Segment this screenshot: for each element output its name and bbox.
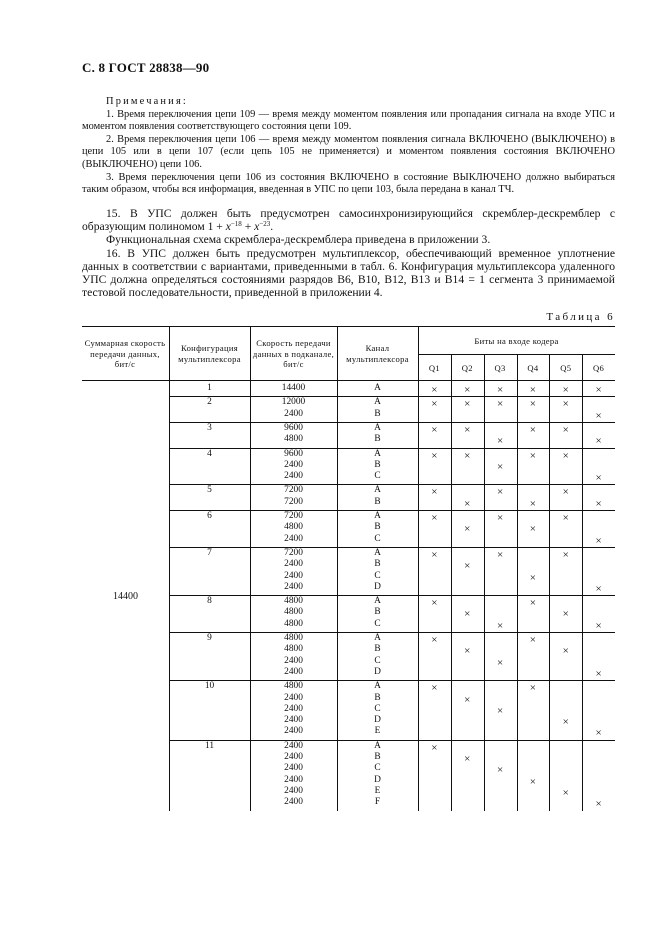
bit-mark: × [562, 486, 569, 499]
header-bits: Биты на входе кодера [474, 335, 559, 346]
total-speed-value: 14400 [113, 591, 138, 602]
sub-speed-value: 2400 [284, 703, 303, 714]
polynomial-end: . [270, 220, 274, 234]
sub-speed-value: 4800 [284, 644, 303, 655]
table-header-rule [82, 380, 615, 381]
channel-letter: C [374, 703, 381, 714]
polynomial-var-2: x [254, 220, 260, 234]
bit-mark: × [595, 582, 602, 595]
bit-mark: × [496, 619, 504, 632]
bit-mark: × [464, 449, 471, 462]
config-number: 3 [207, 422, 212, 433]
header-sub-speed: Скорость передачи данных в подканале, бит/с [252, 338, 335, 370]
bit-mark: × [431, 486, 438, 499]
channel-letter: A [374, 740, 381, 751]
sub-speed-value: 2400 [284, 408, 303, 419]
channel-letter: B [374, 408, 381, 419]
channel-letter: A [374, 422, 381, 433]
bit-mark: × [496, 384, 504, 396]
sub-speed-value: 4800 [284, 681, 303, 692]
sub-speed-value: 2400 [284, 559, 303, 570]
channel-letter: F [374, 797, 381, 808]
group-rule [169, 680, 615, 681]
table-caption: Таблица 6 [546, 311, 615, 323]
bit-mark: × [496, 704, 504, 717]
sub-speed-value: 4800 [284, 596, 303, 607]
bit-mark: × [529, 423, 537, 436]
config-number: 11 [204, 740, 215, 751]
sub-speed-value: 2400 [284, 715, 303, 726]
note-1: 1. Время переключения цепи 109 — время между моментом появления или пропадания сигнала на входе УПС и моментом появления соответствующего состояния цепи 109. [82, 108, 615, 133]
sub-speed-value: 2400 [284, 726, 303, 737]
channel-letter: D [374, 774, 381, 785]
bit-mark: × [562, 398, 569, 411]
polynomial-plus: + [241, 220, 255, 234]
bit-mark: × [464, 560, 471, 573]
bit-mark: × [595, 534, 602, 547]
bit-mark: × [595, 472, 602, 485]
bit-mark: × [464, 384, 471, 396]
bit-mark: × [595, 619, 602, 632]
bit-mark: × [464, 497, 471, 510]
col-rule [418, 326, 419, 811]
sub-speed-value: 4800 [284, 522, 303, 533]
bit-mark: × [529, 597, 537, 610]
channel-letter: E [374, 785, 381, 796]
channel-letter: D [374, 715, 381, 726]
bit-mark: × [431, 548, 438, 561]
q-col-rule [549, 354, 550, 811]
paragraph-15-scheme: Функциональная схема скремблера-дескремблера приведена в приложении 3. [106, 233, 491, 247]
note-3: 3. Время переключения цепи 106 из состояния ВКЛЮЧЕНО в состояние ВЫКЛЮЧЕНО должно выбираться таким образом, чтобы вся информация, введенная в УПС по цепи 103, была передана в канал ТЧ. [82, 171, 615, 196]
group-rule [169, 396, 615, 397]
sub-speed-value: 2400 [284, 655, 303, 666]
sub-speed-value: 7200 [284, 511, 303, 521]
header-q5: Q5 [560, 362, 572, 373]
sub-speed-value: 2400 [284, 785, 303, 796]
channel-letter: B [374, 459, 381, 470]
bit-mark: × [529, 682, 537, 695]
group-rule [169, 510, 615, 511]
bit-mark: × [464, 398, 471, 411]
bit-mark: × [431, 449, 438, 462]
channel-letter: A [374, 397, 381, 408]
bit-mark: × [562, 423, 569, 436]
sub-speed-value: 4800 [284, 607, 303, 618]
sub-speed-value: 7200 [284, 547, 303, 558]
config-number: 1 [207, 383, 212, 393]
sub-speed-value: 4800 [284, 633, 303, 643]
sub-speed-value: 9600 [284, 448, 303, 459]
channel-letter: B [374, 559, 381, 570]
config-number: 2 [207, 397, 212, 408]
config-number: 10 [204, 681, 215, 692]
channel-letter: C [374, 618, 381, 629]
bit-mark: × [496, 435, 504, 448]
notes-section [82, 96, 615, 197]
note-2: 2. Время переключения цепи 106 — время между моментом появления сигнала ВКЛЮЧЕНО (ВЫКЛЮЧЕНО) в цепи 105 или в цепи 107 (если цепь 105 не применяется) и моментом появления состояния ВКЛЮЧЕНО (ВЫКЛЮЧЕНО) цепи 106. [82, 133, 615, 170]
channel-letter: B [374, 522, 381, 533]
bit-mark: × [431, 741, 438, 754]
bit-mark: × [562, 786, 569, 799]
channel-letter: C [374, 533, 381, 544]
sub-speed-value: 2400 [284, 752, 303, 762]
sub-speed-value: 2400 [284, 570, 303, 581]
sub-speed-value: 2400 [284, 471, 303, 482]
table-top-rule [82, 326, 615, 327]
channel-letter: A [374, 596, 381, 607]
q-col-rule [484, 354, 485, 811]
polynomial-exp-1: −18 [230, 220, 242, 229]
config-number: 5 [207, 485, 212, 496]
bit-mark: × [562, 645, 569, 658]
channel-letter: A [374, 448, 381, 459]
channel-letter: D [374, 666, 381, 677]
group-rule [169, 422, 615, 423]
bit-mark: × [595, 409, 602, 422]
group-rule [169, 484, 615, 485]
group-rule [169, 448, 615, 449]
bit-mark: × [595, 435, 602, 448]
channel-letter: D [374, 581, 381, 592]
q-col-rule [451, 354, 452, 811]
body-text [82, 207, 615, 299]
channel-letter: C [374, 570, 381, 581]
channel-letter: B [374, 692, 381, 703]
bit-mark: × [595, 798, 602, 811]
config-number: 9 [207, 633, 212, 643]
bit-mark: × [431, 384, 438, 396]
sub-speed-value: 14400 [281, 383, 306, 393]
channel-letter: A [374, 511, 381, 521]
bit-mark: × [529, 384, 537, 396]
group-rule [169, 547, 615, 548]
header-q4: Q4 [527, 362, 539, 373]
channel-letter: B [374, 607, 381, 618]
sub-speed-value: 9600 [284, 422, 303, 433]
bit-mark: × [562, 608, 569, 621]
sub-speed-value: 4800 [284, 434, 303, 445]
bit-mark: × [529, 398, 537, 411]
config-number: 6 [207, 511, 212, 521]
bit-mark: × [496, 398, 504, 411]
bit-mark: × [431, 634, 438, 646]
bit-mark: × [595, 667, 602, 680]
sub-speed-value: 4800 [284, 618, 303, 629]
channel-letter: A [374, 633, 381, 643]
bit-mark: × [431, 512, 438, 524]
header-config: Конфигурация мультиплексора [178, 343, 241, 364]
sub-speed-value: 12000 [281, 397, 306, 408]
q-col-rule [517, 354, 518, 811]
bit-mark: × [431, 597, 438, 610]
multiplexer-table [82, 326, 615, 838]
config-number: 7 [207, 547, 212, 558]
channel-letter: B [374, 644, 381, 655]
bit-mark: × [431, 423, 438, 436]
sub-speed-value: 2400 [284, 797, 303, 808]
sub-speed-value: 2400 [284, 581, 303, 592]
paragraph-15-text: 15. В УПС должен быть предусмотрен самосинхронизирующийся скремблер-дескремблер с образующим полиномом 1 + [82, 207, 615, 234]
channel-letter: A [374, 383, 381, 393]
bit-mark: × [464, 423, 471, 436]
sub-speed-value: 2400 [284, 692, 303, 703]
header-q1: Q1 [428, 362, 440, 373]
paragraph-16: 16. В УПС должен быть предусмотрен мультиплексор, обеспечивающий временное уплотнение данных в соответствии с вариантами, приведенными в табл. 6. Конфигурация мультиплексора удаленного УПС должна определяться состояниями разрядов В6, В10, В12, В13 и В14 = 1 сегмента 3 принимаемой тестовой последовательности, приведенной в приложении 4. [82, 246, 615, 300]
sub-speed-value: 2400 [284, 666, 303, 677]
channel-letter: B [374, 434, 381, 445]
channel-letter: A [374, 485, 381, 496]
bit-mark: × [464, 608, 471, 621]
bit-mark: × [529, 523, 537, 536]
sub-speed-value: 2400 [284, 774, 303, 785]
bit-mark: × [496, 486, 504, 499]
header-q2: Q2 [461, 362, 473, 373]
bit-mark: × [464, 645, 471, 658]
bit-mark: × [431, 682, 438, 695]
sub-speed-value: 2400 [284, 740, 303, 751]
channel-letter: A [374, 681, 381, 692]
bit-mark: × [595, 384, 602, 396]
config-number: 4 [207, 448, 212, 459]
bit-mark: × [595, 497, 602, 510]
bit-mark: × [529, 775, 537, 788]
bit-mark: × [562, 449, 569, 462]
sub-speed-value: 2400 [284, 533, 303, 544]
col-rule [337, 326, 338, 811]
header-q3: Q3 [494, 362, 506, 373]
channel-letter: E [374, 726, 381, 737]
bit-mark: × [496, 548, 504, 561]
bit-mark: × [529, 571, 537, 584]
channel-letter: B [374, 752, 381, 762]
bit-mark: × [529, 449, 537, 462]
channel-letter: A [374, 547, 381, 558]
group-rule [169, 632, 615, 633]
bit-mark: × [562, 716, 569, 729]
bit-mark: × [496, 460, 504, 473]
bit-mark: × [464, 753, 471, 765]
bit-mark: × [431, 398, 438, 411]
sub-speed-value: 7200 [284, 496, 303, 507]
channel-letter: C [374, 471, 381, 482]
bit-mark: × [464, 523, 471, 536]
page-header: С. 8 ГОСТ 28838—90 [82, 60, 210, 75]
notes-title: Примечания: [106, 96, 189, 107]
bit-mark: × [496, 656, 504, 669]
polynomial-exp-2: −23 [259, 220, 271, 229]
polynomial-var-1: x [225, 220, 231, 234]
bit-mark: × [562, 512, 569, 524]
channel-letter: B [374, 496, 381, 507]
col-rule [169, 326, 170, 811]
group-rule [169, 595, 615, 596]
group-rule [169, 740, 615, 741]
bit-mark: × [562, 548, 569, 561]
col-rule [250, 326, 251, 811]
channel-letter: C [374, 763, 381, 774]
header-q6: Q6 [593, 362, 605, 373]
sub-speed-value: 2400 [284, 459, 303, 470]
paragraph-15 [82, 207, 615, 233]
header-total-speed: Суммарная скорость передачи данных, бит/с [84, 338, 166, 370]
bit-mark: × [529, 634, 537, 646]
channel-letter: C [374, 655, 381, 666]
bit-mark: × [496, 764, 504, 777]
sub-speed-value: 2400 [284, 763, 303, 774]
q-col-rule [582, 354, 583, 811]
bit-mark: × [464, 693, 471, 706]
bit-mark: × [595, 727, 602, 740]
bit-mark: × [562, 384, 569, 396]
bit-mark: × [529, 497, 537, 510]
config-number: 8 [207, 596, 212, 607]
bit-mark: × [496, 512, 504, 524]
sub-speed-value: 7200 [284, 485, 303, 496]
header-channel: Канал мультиплексора [346, 343, 409, 364]
